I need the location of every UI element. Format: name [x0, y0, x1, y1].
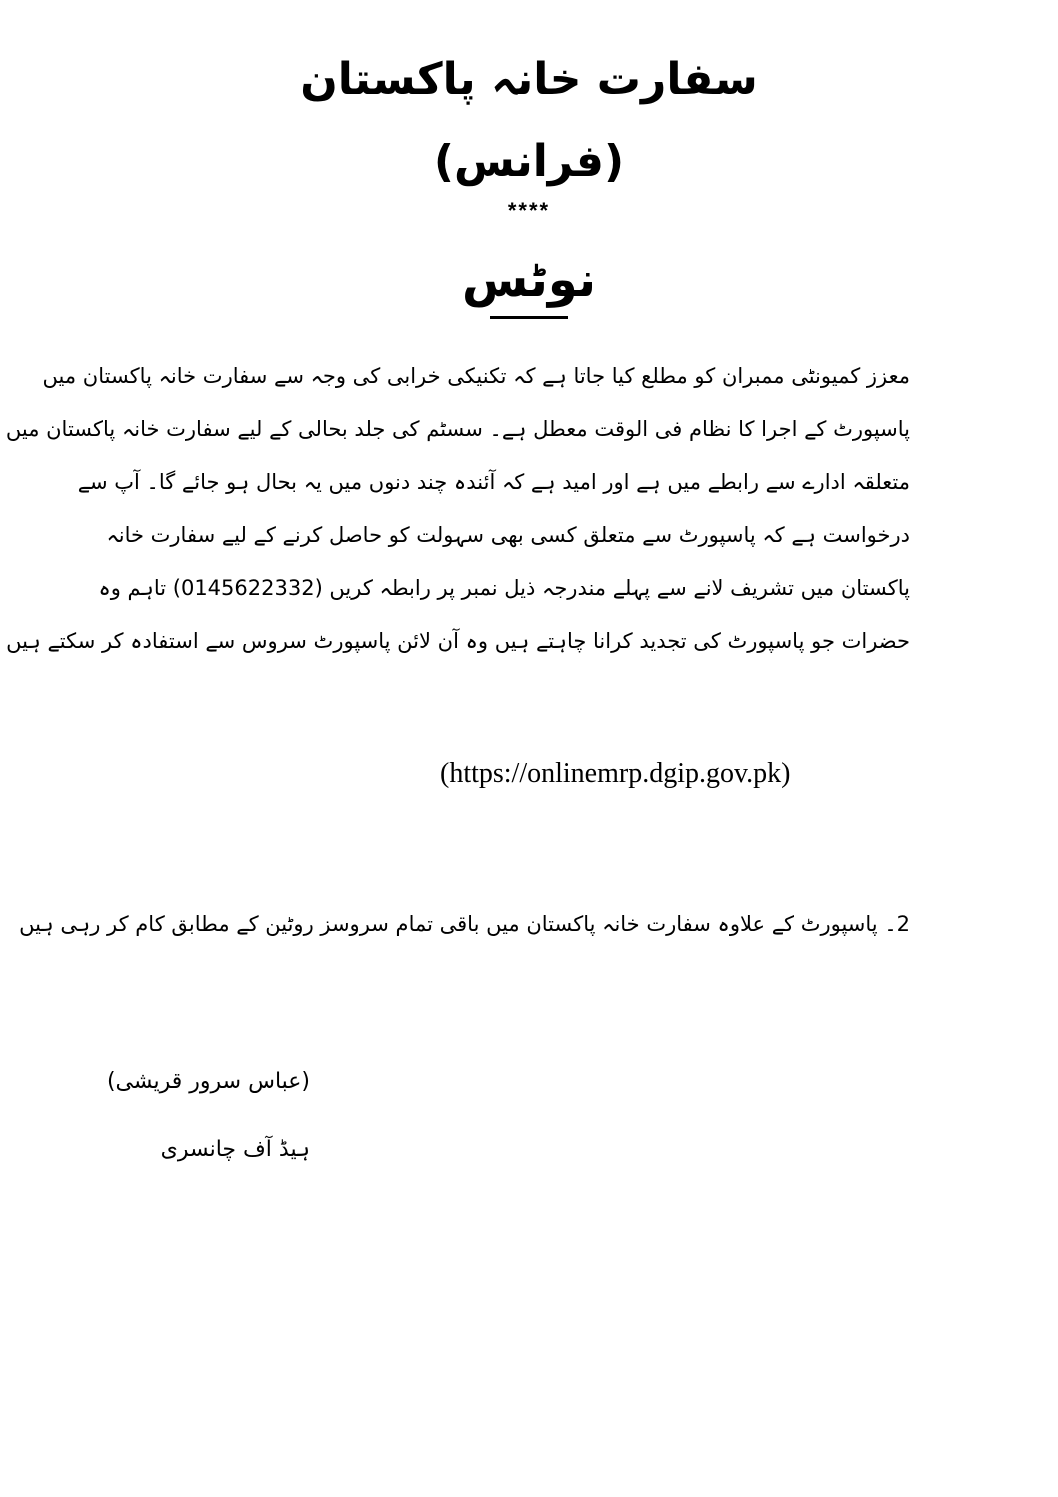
body-line-6: حضرات جو پاسپورٹ کی تجدید کرانا چاہتے ہیں وہ آن لائن پاسپورٹ سروس سے استفادہ کر سکتے ہیں	[6, 629, 910, 653]
notice-heading: نوٹس	[462, 252, 596, 308]
notice-body	[5, 350, 910, 668]
notice-underline	[490, 316, 568, 319]
separator-stars: ****	[507, 198, 551, 223]
body-line-5: پاکستان میں تشریف لانے سے پہلے مندرجہ ذیل نمبر پر رابطہ کریں (0145622332) تاہم وہ	[98, 576, 910, 600]
body-line-3: متعلقہ ادارے سے رابطے میں ہے اور امید ہے کہ آئندہ چند دنوں میں یہ بحال ہو جائے گا۔ آپ سے	[77, 470, 910, 494]
signatory-name: (عباس سرور قریشی)	[106, 1069, 310, 1094]
paragraph-2: 2۔ پاسپورٹ کے علاوہ سفارت خانہ پاکستان میں باقی تمام سروسز روٹین کے مطابق کام کر رہی ہیں	[19, 912, 910, 936]
online-passport-url: (https://onlinemrp.dgip.gov.pk)	[440, 758, 791, 789]
body-line-2: پاسپورٹ کے اجرا کا نظام فی الوقت معطل ہے۔ سسٹم کی جلد بحالی کے لیے سفارت خانہ پاکستان میں	[5, 417, 910, 441]
body-line-1: معزز کمیونٹی ممبران کو مطلع کیا جاتا ہے کہ تکنیکی خرابی کی وجہ سے سفارت خانہ پاکستان میں	[42, 364, 910, 388]
embassy-title: سفارت خانہ پاکستان	[300, 54, 758, 105]
signatory-designation: ہیڈ آف چانسری	[160, 1137, 310, 1162]
body-line-4: درخواست ہے کہ پاسپورٹ سے متعلق کسی بھی سہولت کو حاصل کرنے کے لیے سفارت خانہ	[106, 523, 910, 547]
country-subtitle: (فرانس)	[433, 136, 625, 187]
